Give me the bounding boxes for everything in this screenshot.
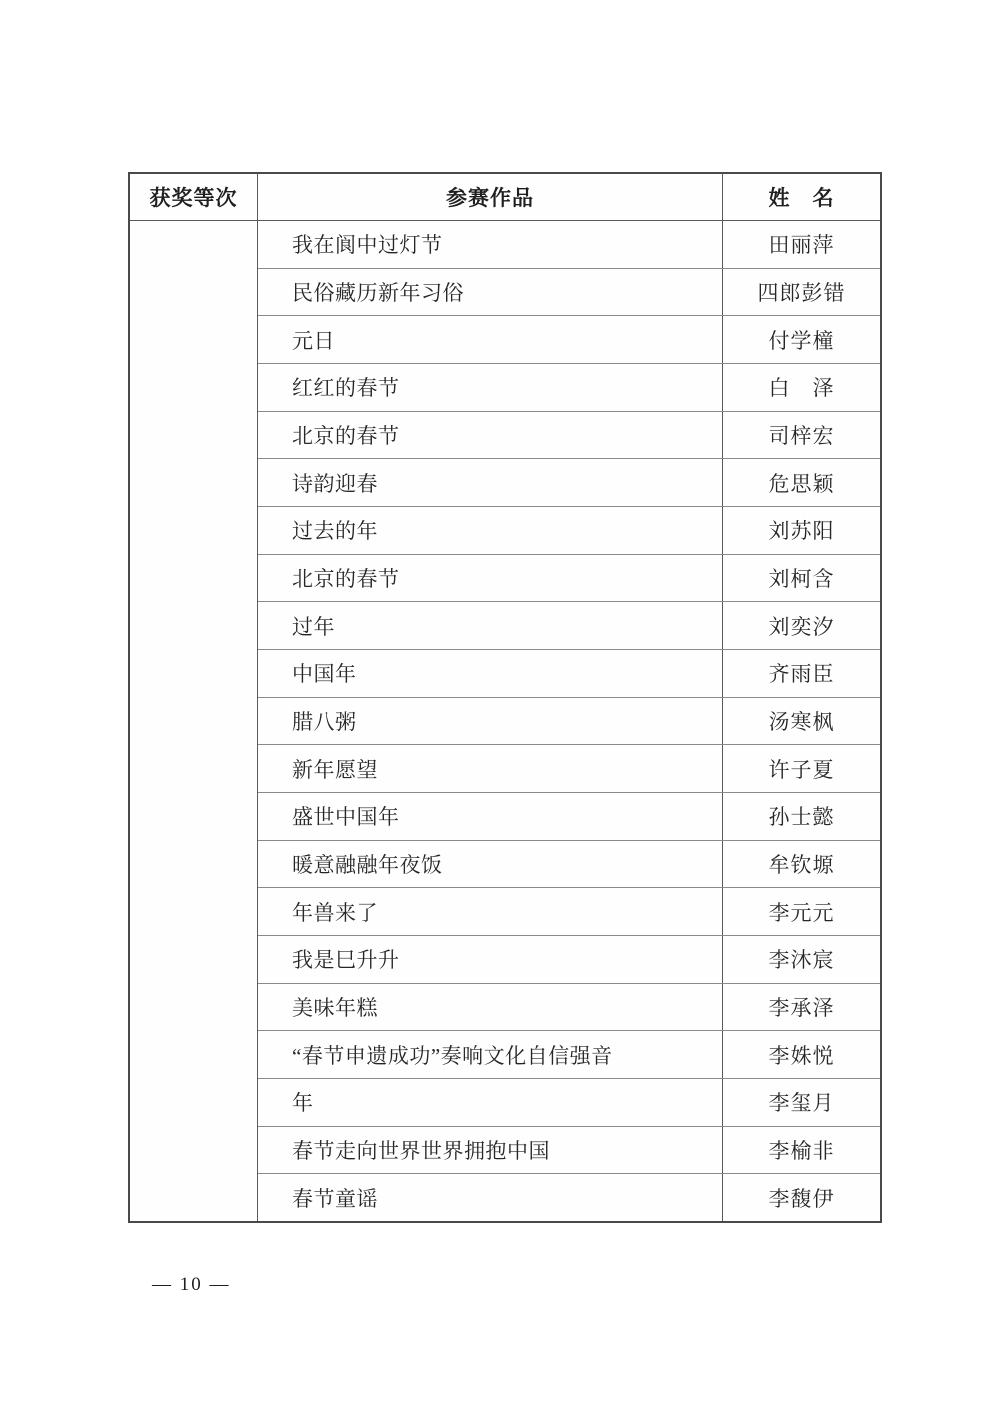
column-header-award-level: 获奖等次 bbox=[130, 174, 257, 221]
author-name-cell: 齐雨臣 bbox=[768, 662, 835, 687]
work-title-cell: 诗韵迎春 bbox=[258, 459, 723, 506]
work-title-cell: 盛世中国年 bbox=[258, 793, 723, 840]
table-row bbox=[258, 698, 880, 746]
work-title-cell: 新年愿望 bbox=[258, 745, 723, 792]
table-header-row bbox=[258, 174, 880, 221]
author-name-cell: 危思颖 bbox=[768, 471, 835, 496]
work-title-cell: 过去的年 bbox=[258, 507, 723, 554]
work-title-cell: 中国年 bbox=[258, 650, 723, 697]
author-name-cell: 刘奕汐 bbox=[768, 614, 835, 639]
author-name-cell: 刘苏阳 bbox=[768, 519, 835, 544]
table-row bbox=[258, 1079, 880, 1127]
table-row bbox=[258, 745, 880, 793]
table-row bbox=[258, 793, 880, 841]
work-title-cell: 暖意融融年夜饭 bbox=[258, 841, 723, 888]
author-name-cell: 司梓宏 bbox=[768, 424, 835, 449]
table-row bbox=[258, 221, 880, 269]
author-name-cell: 李承泽 bbox=[768, 996, 835, 1021]
work-title-cell: 北京的春节 bbox=[258, 412, 723, 459]
author-name-cell: 李姝悦 bbox=[768, 1043, 835, 1068]
author-name-cell: 付学橦 bbox=[768, 328, 835, 353]
author-name-cell: 汤寒枫 bbox=[768, 710, 835, 735]
author-name-cell: 刘柯含 bbox=[768, 567, 835, 592]
author-name-cell: 许子夏 bbox=[768, 757, 835, 782]
page-footer bbox=[152, 1274, 231, 1296]
table-row bbox=[258, 984, 880, 1032]
table-row bbox=[258, 1127, 880, 1175]
work-title-cell: 北京的春节 bbox=[258, 555, 723, 602]
table-row bbox=[258, 364, 880, 412]
author-name-cell: 白 泽 bbox=[768, 376, 835, 401]
work-title-cell: 腊八粥 bbox=[258, 698, 723, 745]
author-name-cell: 李元元 bbox=[768, 900, 835, 925]
author-name-cell: 李沐宸 bbox=[768, 948, 835, 973]
table-row bbox=[258, 841, 880, 889]
page-number: — 10 — bbox=[152, 1274, 231, 1295]
author-name-cell: 四郎彭错 bbox=[757, 281, 846, 305]
award-table bbox=[128, 172, 882, 1223]
table-row bbox=[258, 602, 880, 650]
column-header-name: 姓 名 bbox=[768, 187, 835, 210]
work-title-cell: 我在阆中过灯节 bbox=[258, 221, 723, 268]
table-body bbox=[258, 221, 880, 1221]
table-row bbox=[258, 459, 880, 507]
table-row bbox=[258, 555, 880, 603]
table-row bbox=[258, 269, 880, 317]
table-row bbox=[258, 936, 880, 984]
work-title-cell: 年 bbox=[258, 1079, 723, 1126]
table-row bbox=[258, 888, 880, 936]
table-row bbox=[258, 316, 880, 364]
table-row bbox=[258, 1174, 880, 1221]
work-title-cell: 过年 bbox=[258, 602, 723, 649]
table-row bbox=[258, 507, 880, 555]
author-name-cell: 孙士懿 bbox=[768, 805, 835, 830]
work-title-cell: 红红的春节 bbox=[258, 364, 723, 411]
work-title-cell: 春节走向世界世界拥抱中国 bbox=[258, 1127, 723, 1174]
work-title-cell: 元日 bbox=[258, 316, 723, 363]
author-name-cell: 李馥伊 bbox=[768, 1186, 835, 1211]
award-level-column bbox=[130, 174, 258, 1221]
table-row bbox=[258, 650, 880, 698]
author-name-cell: 田丽萍 bbox=[768, 233, 835, 258]
work-title-cell: “春节申遗成功”奏响文化自信强音 bbox=[258, 1031, 723, 1078]
column-header-work: 参赛作品 bbox=[258, 174, 723, 220]
award-level-merged-cell bbox=[130, 221, 257, 1221]
table-row bbox=[258, 412, 880, 460]
table-row bbox=[258, 1031, 880, 1079]
author-name-cell: 李玺月 bbox=[768, 1091, 835, 1116]
work-title-cell: 美味年糕 bbox=[258, 984, 723, 1031]
table-right-columns bbox=[258, 174, 880, 1221]
author-name-cell: 牟钦塬 bbox=[768, 853, 835, 878]
work-title-cell: 春节童谣 bbox=[258, 1174, 723, 1221]
author-name-cell: 李榆非 bbox=[768, 1139, 835, 1164]
work-title-cell: 我是巳升升 bbox=[258, 936, 723, 983]
work-title-cell: 年兽来了 bbox=[258, 888, 723, 935]
work-title-cell: 民俗藏历新年习俗 bbox=[258, 269, 723, 316]
